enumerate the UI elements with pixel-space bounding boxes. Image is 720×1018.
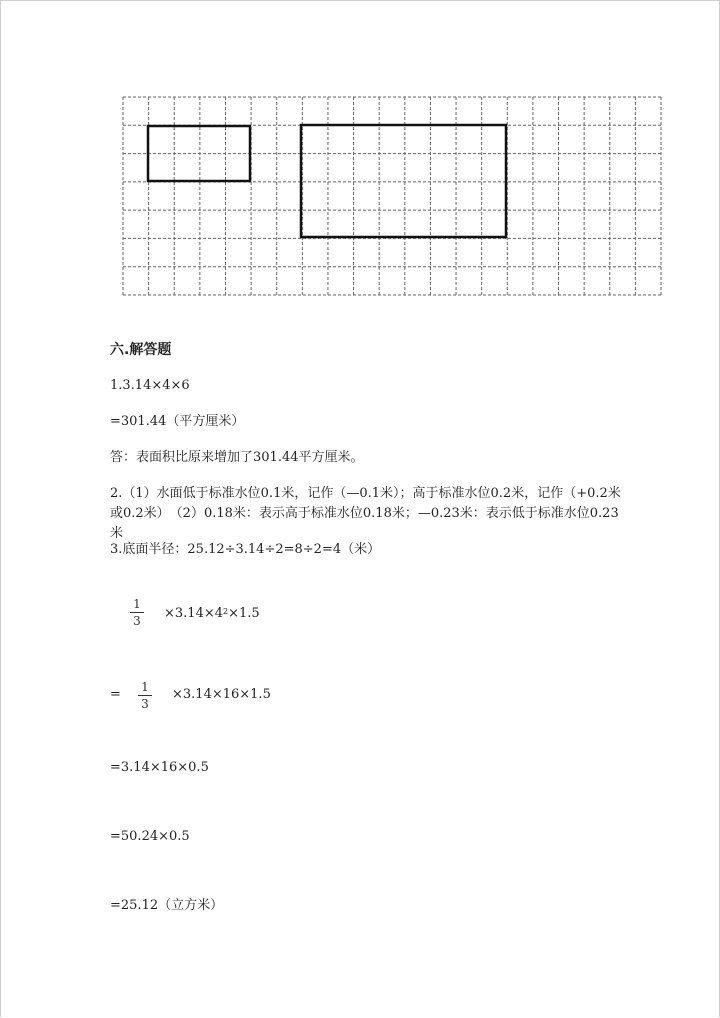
answer-3-step-1 [164,605,260,623]
answer-2-text: 2.（1）水面低于标准水位0.1米，记作（—0.1米）；高于标准水位0.2米，记作（+0.2米或0.2米） （2）0.18米：表示高于标准水位0.18米；—0.23米：表示低于标准水位0.23米 [110,486,621,541]
grid-figure [0,0,720,320]
fraction-denominator: 3 [133,614,141,628]
step-1-suffix: ×1.5 [228,606,260,621]
fraction-bar [138,695,152,696]
answer-3-step-5: =25.12（立方米） [110,898,224,913]
fraction-one-third-2 [138,680,152,711]
answer-1-line-1: 1.3.14×4×6 [110,378,190,393]
large-rectangle [301,125,506,237]
answer-1-line-2: =301.44（平方厘米） [110,414,245,429]
answer-3-step-4: =50.24×0.5 [110,829,190,844]
fraction-numerator: 1 [141,680,149,694]
fraction-bar [130,612,144,613]
answer-3-line-1: 3.底面半径：25.12÷3.14÷2=8÷2=4（米） [110,542,381,557]
step-1-exponent: 2 [223,607,229,616]
fraction-one-third [130,597,144,628]
fraction-numerator: 1 [133,597,141,611]
step-1-prefix: ×3.14×4 [164,606,224,621]
answer-1-conclusion: 答：表面积比原来增加了301.44平方厘米。 [110,450,364,465]
answer-3-step-3: =3.14×16×0.5 [110,760,209,775]
answer-3-step-2-equals: = [110,687,121,702]
answer-3-step-2: ×3.14×16×1.5 [172,687,271,702]
fraction-denominator: 3 [141,697,149,711]
section-title: 六.解答题 [110,342,172,358]
